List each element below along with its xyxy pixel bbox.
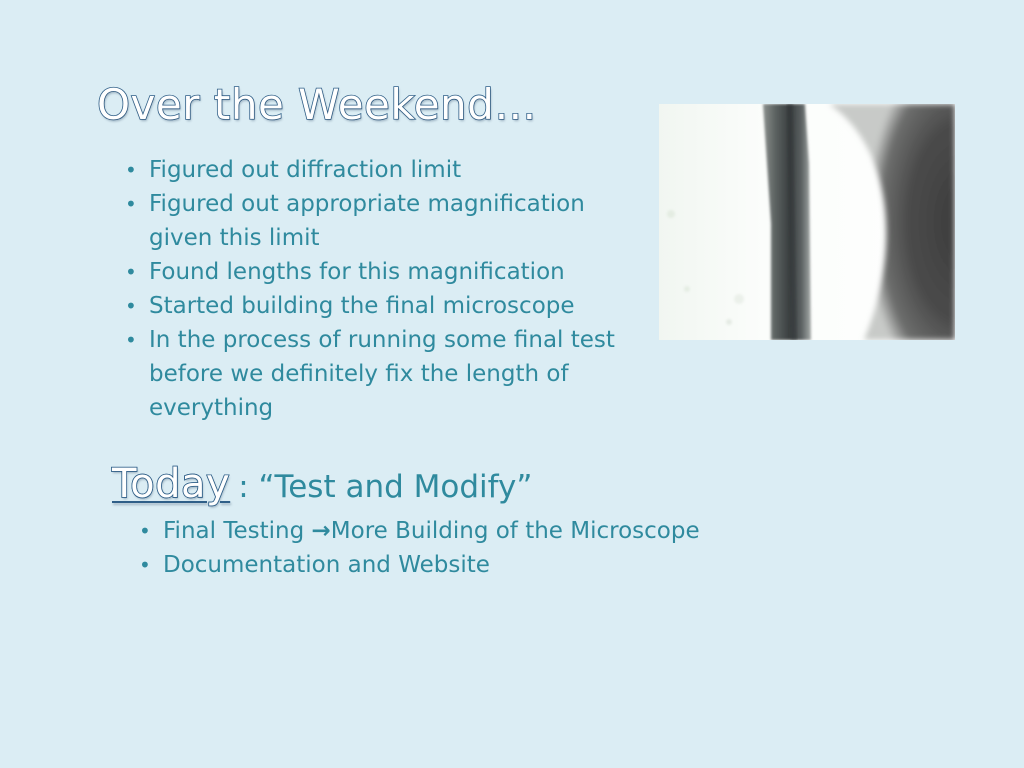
list-item: • In the process of running some final test before we definitely fix the length of everything xyxy=(125,323,620,425)
slide-title: Over the Weekend… xyxy=(97,80,537,129)
list-item: • Documentation and Website xyxy=(139,548,839,582)
list-item: • Figured out diffraction limit xyxy=(125,153,620,187)
today-heading-row xyxy=(112,460,532,508)
today-bullet-list xyxy=(139,514,839,582)
more-building-text: More Building of the Microscope xyxy=(330,518,700,544)
list-item: • Figured out appropriate magnification given this limit xyxy=(125,187,620,255)
list-item xyxy=(139,514,839,548)
microscope-image xyxy=(659,104,955,340)
today-subtitle: : “Test and Modify” xyxy=(238,469,533,505)
final-testing-text: Final Testing xyxy=(163,518,312,544)
weekend-bullet-list xyxy=(125,153,620,425)
list-item: • Found lengths for this magnification xyxy=(125,255,620,289)
list-item: • Started building the final microscope xyxy=(125,289,620,323)
today-heading: Today xyxy=(112,461,231,507)
right-arrow-icon: → xyxy=(311,518,331,544)
